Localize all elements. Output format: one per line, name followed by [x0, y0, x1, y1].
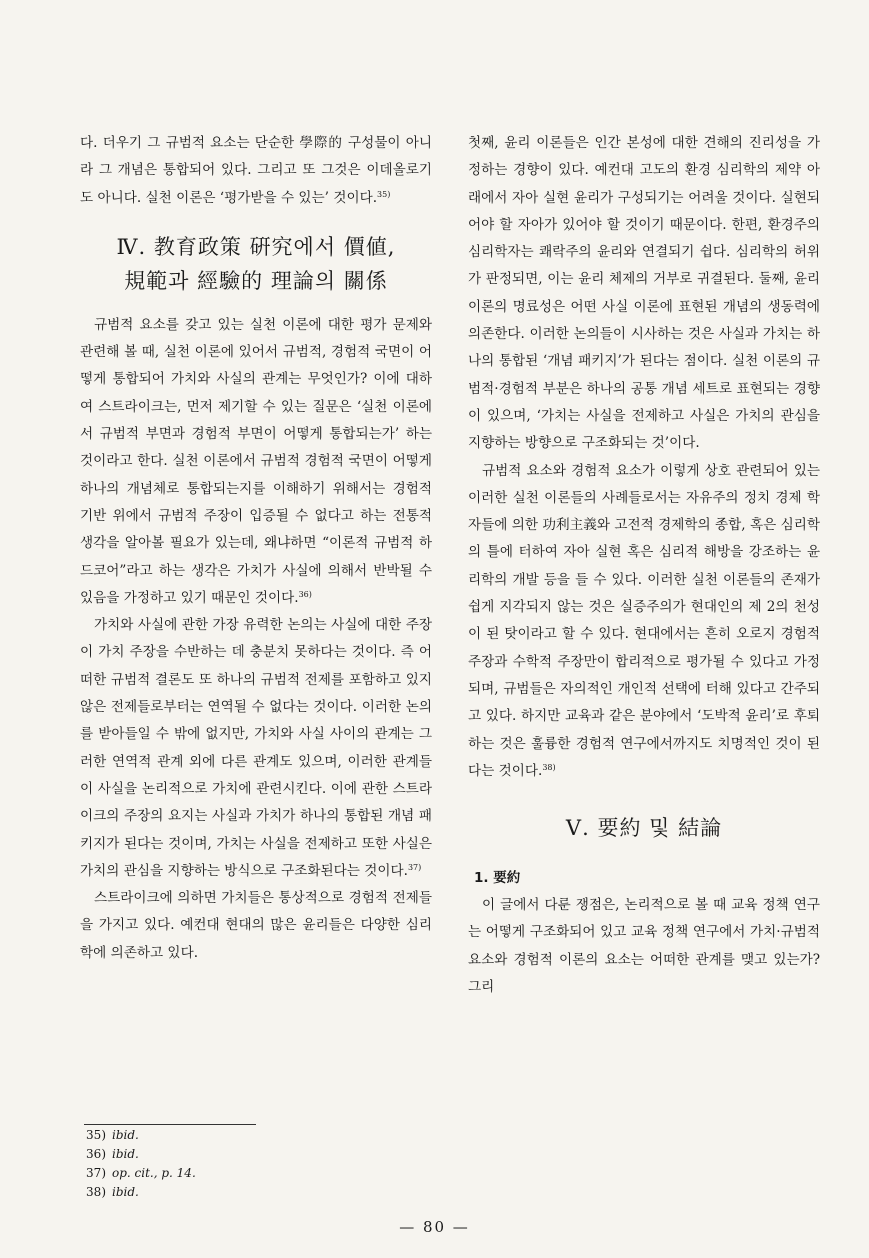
paragraph-text: 스트라이크에 의하면 가치들은 통상적으로 경험적 전제들을 가지고 있다. 예컨대 현대의 많은 윤리들은 다양한 심리학에 의존하고 있다.	[80, 890, 432, 961]
paragraph	[468, 458, 820, 786]
paragraph	[468, 130, 820, 458]
footnote-number: 38)	[86, 1185, 106, 1199]
paragraph	[80, 612, 432, 885]
paragraph	[80, 312, 432, 612]
left-column	[80, 130, 432, 967]
paragraph	[80, 885, 432, 967]
footnote-number: 35)	[86, 1128, 106, 1142]
footnote-number: 36)	[86, 1147, 106, 1161]
paragraph-text: 가치와 사실에 관한 가장 유력한 논의는 사실에 대한 주장이 가치 주장을 수반하는 데 충분치 못하다는 것이다. 즉 어떠한 규범적 결론도 또 하나의 규범적 전제를 포함하고 있지 않은 전제들로부터는 연역될 수 없다는 것이다. 이러한 논의를 받아들일 수 밖에 없지만, 가치와 사실 사이의 관계는 그러한 연역적 관계 외에 다른 관계도 있으며, 이러한 관계들이 사실을 논리적으로 가치에 관련시킨다. 이에 관한 스트라이크의 주장의 요지는 사실과 가치가 하나의 통합된 개념 패키지가 된다는 것이며, 가치는 사실을 전제하고 또한 사실은 가치의 관심을 지향하는 방식으로 구조화된다는 것이다.	[80, 617, 432, 879]
paragraph-text: 첫째, 윤리 이론들은 인간 본성에 대한 견해의 진리성을 가정하는 경향이 있다. 예컨대 고도의 환경 심리학의 제약 아래에서 자아 실현 윤리가 구성되기는 어려울 것이다. 실현되어야 할 자아가 있어야 할 것이기 때문이다. 한편, 환경주의 심리학자는 쾌락주의 윤리와 연결되기 쉽다. 심리학의 허위가 판정되면, 이는 윤리 체제의 거부로 귀결된다. 둘째, 윤리 이론의 명료성은 어떤 사실 이론에 표현된 개념의 생동력에 의존한다. 이러한 논의들이 시사하는 것은 사실과 가치는 하나의 통합된 ‘개념 패키지’가 된다는 점이다. 실천 이론의 규범적·경험적 부분은 하나의 공통 개념 세트로 표현되는 경향이 있으며, ‘가치는 사실을 전제하고 사실은 가치의 관심을 지향하는 방향으로 구조화되는 것’이다.	[468, 135, 820, 452]
page-number: — 80 —	[399, 1218, 470, 1236]
footnote-text: ibid.	[112, 1147, 139, 1161]
footnote-text: op. cit., p. 14.	[112, 1166, 196, 1180]
subsection-heading: 1. 要約	[474, 870, 521, 887]
section-heading-line: Ⅳ. 教育政策 硏究에서 價値,	[116, 234, 396, 259]
paragraph	[468, 892, 820, 1001]
paragraph-text: 규범적 요소와 경험적 요소가 이렇게 상호 관련되어 있는 이러한 실천 이론들의 사례들로서는 자유주의 정치 경제 학자들에 의한 功利主義와 고전적 경제학의 종합, 혹은 심리학의 틀에 터하여 자아 실현 혹은 심리적 해방을 강조하는 윤리학의 개발 등을 들 수 있다. 이러한 실천 이론들의 존재가 쉽게 지각되지 않는 것은 실증주의가 현대인의 제 2의 천성이 된 탓이라고 할 수 있다. 현대에서는 흔히 오로지 경험적 주장과 수학적 주장만이 합리적으로 평가될 수 있다고 가정되며, 규범들은 자의적인 개인적 선택에 터해 있다고 간주되고 있다. 하지만 교육과 같은 분야에서 ‘도박적 윤리’로 후퇴하는 것은 훌륭한 경험적 연구에서까지도 치명적인 것이 된다는 것이다.	[468, 462, 820, 779]
footnote	[84, 1145, 384, 1164]
paragraph-text: 다. 더우기 그 규범적 요소는 단순한 學際的 구성물이 아니라 그 개념은 통합되어 있다. 그리고 또 그것은 이데올로기도 아니다. 실천 이론은 ‘평가받을 수 있는’ 것이다.	[80, 135, 432, 206]
footnotes	[84, 1126, 384, 1202]
footnote-divider	[84, 1124, 256, 1125]
section-heading-4	[80, 230, 432, 298]
paragraph-text: 규범적 요소를 갖고 있는 실천 이론에 대한 평가 문제와 관련해 볼 때, 실천 이론에 있어서 규범적, 경험적 국면이 어떻게 통합되어 가치와 사실의 관계는 무엇인가? 이에 대하여 스트라이크는, 먼저 제기할 수 있는 질문은 ‘실천 이론에서 규범적 부면과 경험적 부면이 어떻게 통합되는가’ 하는 것이라고 한다. 실천 이론에서 규범적 경험적 국면이 어떻게 하나의 개념체로 통합되는지를 이해하기 위해서는 경험적 기반 위에서 규범적 주장이 입증될 수 없다고 하는 전통적 생각을 알아볼 필요가 있는데, 왜냐하면 “이론적 규범적 하드코어”라고 하는 생각은 가치가 사실에 의해서 반박될 수 있음을 가정하고 있기 때문인 것이다.	[80, 316, 432, 606]
footnote-reference: 36)	[298, 589, 312, 599]
footnote-reference: 35)	[377, 189, 391, 199]
right-column	[468, 130, 820, 1001]
footnote-reference: 37)	[407, 862, 422, 872]
footnote	[84, 1183, 384, 1202]
section-heading-5: Ⅴ. 要約 및 結論	[565, 816, 723, 841]
footnote	[84, 1164, 384, 1183]
paragraph-text: 이 글에서 다룬 쟁점은, 논리적으로 볼 때 교육 정책 연구는 어떻게 구조화되어 있고 교육 정책 연구에서 가치·규범적 요소와 경험적 이론의 요소는 어떠한 관계를 맺고 있는가? 그리	[468, 897, 820, 996]
section-heading-line: 規範과 經驗的 理論의 關係	[124, 268, 388, 293]
footnote-reference: 38)	[542, 762, 556, 772]
footnote	[84, 1126, 384, 1145]
footnote-text: ibid.	[112, 1185, 139, 1199]
footnote-number: 37)	[86, 1166, 106, 1180]
paragraph	[80, 130, 432, 212]
footnote-text: ibid.	[112, 1128, 139, 1142]
